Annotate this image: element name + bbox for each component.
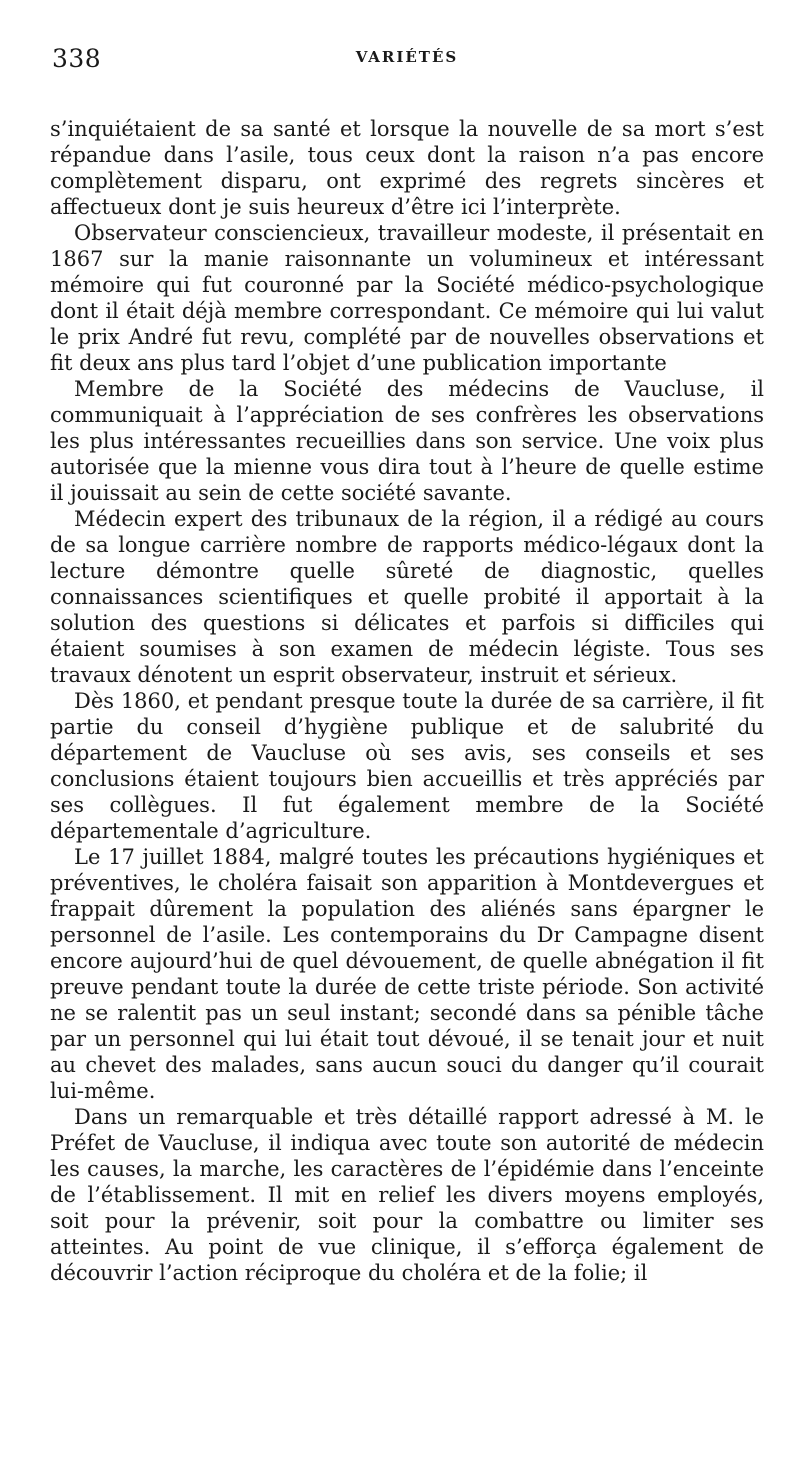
paragraph-cholera: Le 17 juillet 1884, malgré toutes les précautions hygiéniques et préventives, le choléra faisait son apparition à Montdevergues et frappait dûrement la population des aliénés sans épargner le personnel de l’asile. Les contemporains du Dr Campagne disent encore aujourd’hui de quel dévouement, de quelle abnégation il fit preuve pendant toute la durée de cette triste période. Son activité ne se ralentit pas un seul instant; secondé dans sa pénible tâche par un personnel qui lui était tout dévoué, il se tenait jour et nuit au chevet des malades, sans aucun souci du danger qu’il courait lui-même.	[50, 845, 764, 1103]
paragraph-societe-medecins: Membre de la Société des médecins de Vaucluse, il communiquait à l’appréciation de ses confrères les observations les plus intéressantes recueillies dans son service. Une voix plus autorisée que la mienne vous dira tout à l’heure de quelle estime il jouissait au sein de cette société savante.	[50, 377, 764, 505]
page-header	[50, 40, 764, 80]
paragraph-continuation: s’inquiétaient de sa santé et lorsque la nouvelle de sa mort s’est répandue dans l’asile, tous ceux dont la raison n’a pas encore complètement disparu, ont exprimé des regrets sincères et affectueux dont je suis heureux d’être ici l’interprète.	[50, 117, 764, 219]
page-number: 338	[52, 44, 102, 73]
paragraph-medecin-expert: Médecin expert des tribunaux de la région, il a rédigé au cours de sa longue carrière nombre de rapports médico-légaux dont la lecture démontre quelle sûreté de diagnostic, quelles connaissances scientifiques et quelle probité il apportait à la solution des questions si délicates et parfois si difficiles qui étaient soumises à son examen de médecin légiste. Tous ses travaux dénotent un esprit observateur, instruit et sérieux.	[50, 507, 764, 687]
body-text	[50, 116, 764, 1286]
paragraph-conseil-hygiene: Dès 1860, et pendant presque toute la durée de sa carrière, il fit partie du conseil d’hygiène publique et de salubrité du département de Vaucluse où ses avis, ses conseils et ses conclusions étaient toujours bien accueillis et très appréciés par ses collègues. Il fut également membre de la Société départementale d’agriculture.	[50, 689, 764, 843]
running-head: VARIÉTÉS	[355, 48, 459, 66]
paragraph-rapport-prefet: Dans un remarquable et très détaillé rapport adressé à M. le Préfet de Vaucluse, il indiqua avec toute son autorité de médecin les causes, la marche, les caractères de l’épidémie dans l’enceinte de l’établissement. Il mit en relief les divers moyens employés, soit pour la prévenir, soit pour la combattre ou limiter ses atteintes. Au point de vue clinique, il s’efforça également de découvrir l’action réciproque du choléra et de la folie; il	[50, 1105, 764, 1285]
paragraph-manie-raisonnante: Observateur consciencieux, travailleur modeste, il présentait en 1867 sur la manie raisonnante un volumineux et intéressant mémoire qui fut couronné par la Société médico-psychologique dont il était déjà membre correspondant. Ce mémoire qui lui valut le prix André fut revu, complété par de nouvelles observations et fit deux ans plus tard l’objet d’une publication importante	[50, 221, 764, 375]
